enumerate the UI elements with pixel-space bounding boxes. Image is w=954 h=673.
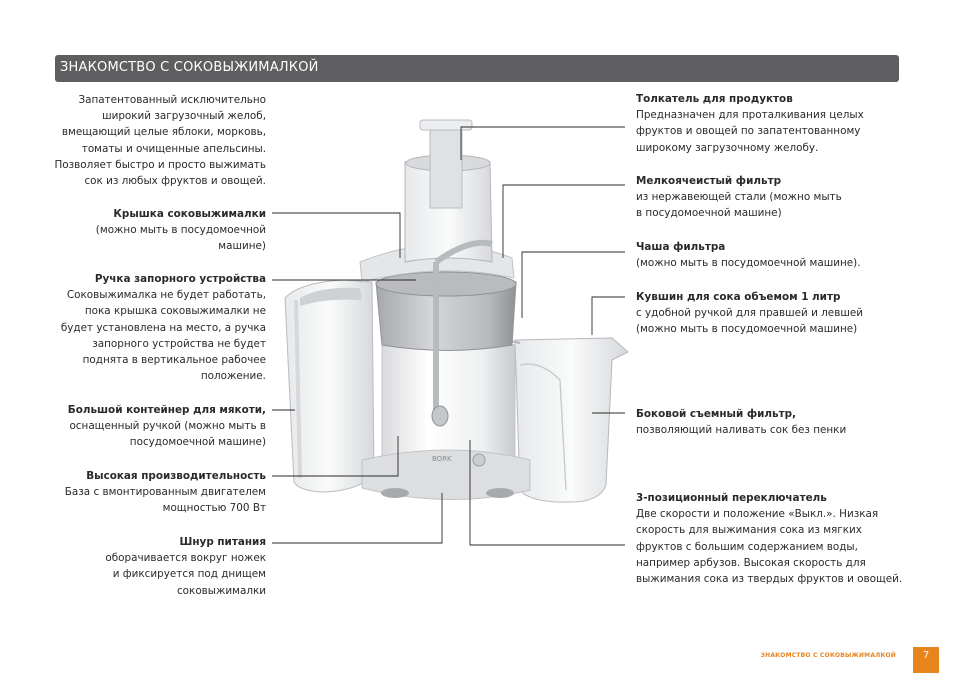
annotation-line: положение.: [200, 370, 266, 383]
annotation-line: из нержавеющей стали (можно мыть: [636, 191, 842, 204]
annotation-line: (можно мыть в посудомоечной машине).: [636, 257, 861, 270]
annotation-line: выжимания сока из твердых фруктов и овощей.: [636, 573, 903, 586]
annotation-line: Соковыжималка не будет работать,: [66, 289, 266, 302]
annotation-line: с удобной ручкой для правшей и левшей: [636, 307, 863, 320]
annotation-line: например арбузов. Высокая скорость для: [636, 556, 866, 569]
annotation-line: оборачивается вокруг ножек: [105, 552, 266, 565]
annotation-title: Кувшин для сока объемом 1 литр: [636, 291, 841, 303]
annotation-line: и фиксируется под днищем: [112, 568, 266, 581]
annotation-line: Запатентованный исключительно: [78, 94, 266, 106]
annotation-line: соковыжималки: [176, 584, 266, 597]
annotation-line: поднята в вертикальное рабочее: [82, 354, 266, 367]
annotation-line: широкий загрузочный желоб,: [102, 110, 266, 123]
annotation-line: фруктов и овощей по запатентованному: [636, 125, 861, 138]
pulp-container: [285, 280, 374, 492]
footer-section-title: ЗНАКОМСТВО С СОКОВЫЖИМАЛКОЙ: [760, 652, 896, 659]
annotation-line: запорного устройства не будет: [92, 337, 266, 350]
annotation-line: Две скорости и положение «Выкл.». Низкая: [636, 508, 879, 521]
annotation-line: База с вмонтированным двигателем: [64, 486, 266, 499]
annotation-line: (можно мыть в посудомоечной машине): [636, 323, 858, 336]
speed-switch-knob: [473, 454, 485, 466]
annotation-line: вмещающий целые яблоки, морковь,: [61, 126, 266, 139]
annotation-line: машине): [218, 240, 266, 253]
annotation-line: позволяющий наливать сок без пенки: [636, 424, 847, 437]
annotation-title: Большой контейнер для мякоти,: [67, 404, 266, 416]
annotation-title: Крышка соковыжималки: [113, 208, 266, 220]
annotation-title: Толкатель для продуктов: [636, 93, 793, 105]
annotation-title: Мелкоячеистый фильтр: [636, 175, 782, 187]
page-title: ЗНАКОМСТВО С СОКОВЫЖИМАЛКОЙ: [60, 60, 319, 75]
annotation-line: Предназначен для проталкивания целых: [636, 109, 864, 122]
annotation-line: (можно мыть в посудомоечной: [95, 224, 266, 237]
annotation-line: томаты и очищенные апельсины.: [81, 142, 266, 155]
annotation-line: Позволяет быстро и просто выжимать: [54, 158, 266, 171]
annotation-line: скорость для выжимания сока из мягких: [636, 524, 862, 537]
annotation-line: оснащенный ручкой (можно мыть в: [69, 420, 266, 433]
annotation-line: широкому загрузочному желобу.: [636, 141, 819, 154]
filter-bowl: [376, 272, 516, 351]
annotation-line: посудомоечной машине): [129, 436, 266, 449]
annotation-line: мощностью 700 Вт: [162, 502, 266, 515]
annotation-title: Шнур питания: [179, 536, 266, 548]
annotation-title: Ручка запорного устройства: [94, 273, 266, 285]
annotation-line: будет установлена на место, а ручка: [60, 321, 266, 334]
brand-label: BORK: [432, 455, 452, 463]
annotation-title: Чаша фильтра: [636, 241, 726, 253]
annotation-title: Высокая производительность: [86, 470, 266, 482]
annotation-line: фруктов с большим содержанием воды,: [636, 540, 858, 553]
annotation-title: 3-позиционный переключатель: [636, 492, 827, 504]
annotation-line: пока крышка соковыжималки не: [84, 305, 266, 318]
page-number: 7: [913, 647, 939, 673]
annotation-title: Боковой съемный фильтр,: [636, 408, 797, 420]
annotation-line: в посудомоечной машине): [636, 207, 782, 220]
annotation-line: сок из любых фруктов и овощей.: [84, 175, 266, 188]
